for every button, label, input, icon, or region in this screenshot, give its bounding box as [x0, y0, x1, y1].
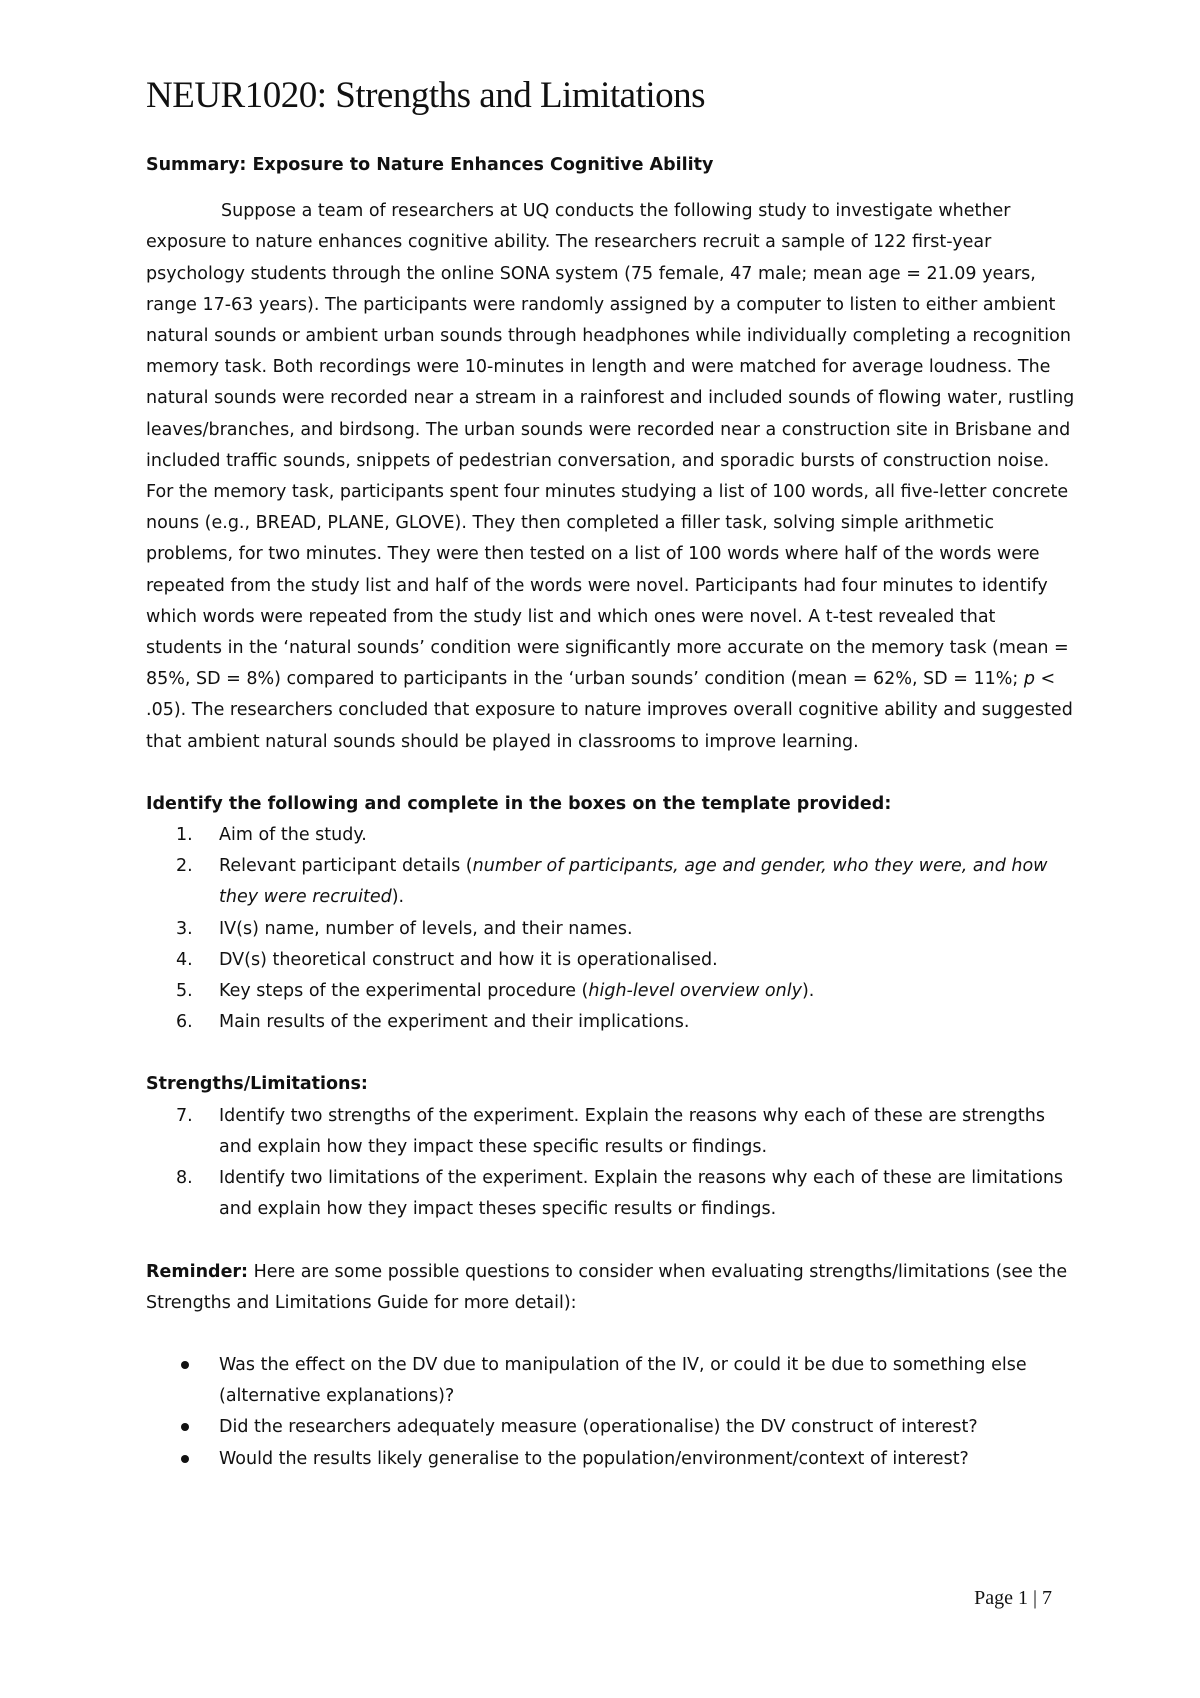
list-item-text: Main results of the experiment and their implications.	[219, 1012, 690, 1033]
list-item-text: Relevant participant details (	[219, 856, 473, 877]
list-item-text: Aim of the study.	[219, 825, 367, 846]
identify-list	[146, 820, 1076, 1038]
list-item-text: Identify two limitations of the experiment. Explain the reasons why each of these are limitations and explain how they impact theses specific results or findings.	[219, 1168, 1064, 1220]
spacer	[146, 1319, 1076, 1350]
bullet-icon	[181, 1423, 189, 1431]
list-item-italic: number of participants, age and gender, who they were, and how they were recruited	[219, 856, 1048, 908]
list-item	[146, 820, 1076, 851]
p-value-symbol: p	[1023, 669, 1035, 690]
list-number: 5.	[176, 981, 193, 1002]
list-item-text: Key steps of the experimental procedure (	[219, 981, 589, 1002]
reminder-bullets	[146, 1350, 1076, 1475]
list-item	[146, 1007, 1076, 1038]
list-item-text: Identify two strengths of the experiment. Explain the reasons why each of these are strengths and explain how they impact these specific results or findings.	[219, 1105, 1045, 1157]
bullet-text: Did the researchers adequately measure (operationalise) the DV construct of interest?	[219, 1417, 978, 1438]
list-item-italic: high-level overview only	[588, 981, 802, 1002]
summary-text: Suppose a team of researchers at UQ conducts the following study to investigate whether exposure to nature enhances cognitive ability. The researchers recruit a sample of 122 first-year psychology students through the online SONA system (75 female, 47 male; mean age = 21.09 years, range 17-63 years). The participants were randomly assigned by a computer to listen to either ambient natural sounds or ambient urban sounds through headphones while individually completing a recognition memory task. Both recordings were 10-minutes in length and were matched for average loudness. The natural sounds were recorded near a stream in a rainforest and included sounds of flowing water, rustling leaves/branches, and birdsong. The urban sounds were recorded near a construction site in Brisbane and included traffic sounds, snippets of pedestrian conversation, and sporadic bursts of construction noise. For the memory task, participants spent four minutes studying a list of 100 words, all five-letter concrete nouns (e.g., BREAD, PLANE, GLOVE). They then completed a filler task, solving simple arithmetic problems, for two minutes. They were then tested on a list of 100 words where half of the words were repeated from the study list and half of the words were novel. Participants had four minutes to identify which words were repeated from the study list and which ones were novel. A t-test revealed that students in the ‘natural sounds’ condition were significantly more accurate on the memory task (mean = 85%, SD = 8%) compared to participants in the ‘urban sounds’ condition (mean = 62%, SD = 11%;	[146, 201, 1075, 690]
bullet-icon	[181, 1361, 189, 1369]
spacer	[146, 1038, 1076, 1069]
summary-text-end: < .05). The researchers concluded that exposure to nature improves overall cognitive ability and suggested that ambient natural sounds should be played in classrooms to improve learning.	[146, 669, 1073, 752]
strengths-list	[146, 1101, 1076, 1226]
bullet-text: Was the effect on the DV due to manipulation of the IV, or could it be due to something else (alternative explanations)?	[219, 1354, 1027, 1407]
summary-paragraph	[146, 196, 1076, 758]
list-number: 1.	[176, 825, 193, 846]
reminder-label: Reminder:	[146, 1261, 249, 1282]
list-number: 6.	[176, 1012, 193, 1033]
list-number: 3.	[176, 918, 193, 939]
list-number: 4.	[176, 949, 193, 970]
strengths-heading: Strengths/Limitations:	[146, 1074, 368, 1095]
bullet-icon	[181, 1455, 189, 1463]
reminder-text: Here are some possible questions to consider when evaluating strengths/limitations (see the Strengths and Limitations Guide for more detail):	[146, 1261, 1068, 1313]
list-item	[146, 914, 1076, 945]
list-item	[146, 945, 1076, 976]
list-item	[146, 976, 1076, 1007]
list-number: 8.	[176, 1168, 193, 1189]
page-title: NEUR1020: Strengths and Limitations	[146, 75, 706, 116]
bullet-item	[146, 1350, 1076, 1412]
identify-heading: Identify the following and complete in the boxes on the template provided:	[146, 793, 892, 814]
list-item	[146, 1101, 1076, 1163]
reminder-paragraph	[146, 1257, 1076, 1319]
list-number: 7.	[176, 1105, 193, 1126]
page-number: Page 1 | 7	[974, 1587, 1052, 1609]
list-item	[146, 851, 1076, 913]
summary-heading: Summary: Exposure to Nature Enhances Cognitive Ability	[146, 155, 714, 175]
list-item	[146, 1163, 1076, 1225]
document-content	[146, 150, 1076, 1475]
bullet-item	[146, 1412, 1076, 1443]
list-item-after: ).	[391, 887, 405, 908]
list-item-after: ).	[801, 981, 815, 1002]
list-number: 2.	[176, 856, 193, 877]
list-item-text: DV(s) theoretical construct and how it is operationalised.	[219, 949, 718, 970]
bullet-text: Would the results likely generalise to the population/environment/context of interest?	[219, 1448, 969, 1469]
list-item-text: IV(s) name, number of levels, and their names.	[219, 918, 633, 939]
bullet-item	[146, 1444, 1076, 1475]
spacer	[146, 1226, 1076, 1257]
